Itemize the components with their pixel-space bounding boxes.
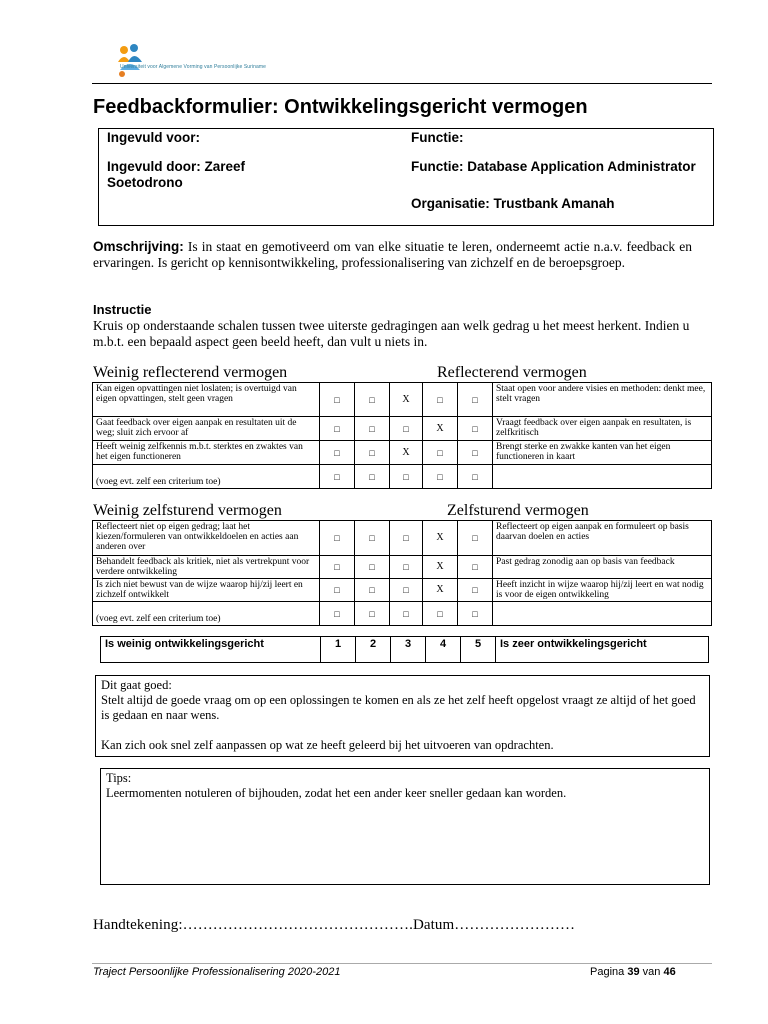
instruction-text: Kruis op onderstaande schalen tussen twee uiterste gedragingen aan welk gedrag u het meest herkent. Indien u m.b.t. een bepaald aspect geen beeld heeft, dan vult u niets in. — [93, 318, 690, 349]
scale-checkbox[interactable]: □ — [390, 556, 423, 579]
left-criterion: (voeg evt. zelf een criterium toe) — [93, 602, 320, 626]
left-criterion: Is zich niet bewust van de wijze waarop hij/zij leert en zichzelf ontwikkelt — [93, 579, 320, 602]
scale-checkbox[interactable]: □ — [390, 602, 423, 626]
left-criterion: Behandelt feedback als kritiek, niet als vertrekpunt voor verdere ontwikkeling — [93, 556, 320, 579]
scale-checkbox[interactable]: □ — [355, 579, 390, 602]
right-criterion: Brengt sterke en zwakke kanten van het eigen functioneren in kaart — [493, 441, 712, 465]
table-row — [93, 441, 712, 465]
rating-option-4[interactable]: 4 — [426, 637, 461, 663]
description-text: Is in staat en gemotiveerd om van elke situatie te leren, onderneemt actie n.a.v. feedback en ervaringen. Is gericht op kennisontwikkeling, professionalisering van zichzelf en de beroepsgroep. — [93, 239, 692, 270]
page-total: 46 — [663, 966, 676, 978]
scale-checkbox[interactable]: □ — [320, 417, 355, 441]
scale-checkbox[interactable]: □ — [458, 579, 493, 602]
scale-checkbox[interactable]: X — [390, 383, 423, 417]
table-row — [93, 579, 712, 602]
table-row — [93, 602, 712, 626]
university-logo — [112, 40, 252, 80]
instruction-heading: Instructie — [93, 302, 152, 317]
good-heading: Dit gaat goed: — [101, 678, 172, 692]
scale-checkbox[interactable]: □ — [390, 417, 423, 441]
scale-checkbox[interactable]: □ — [458, 465, 493, 489]
good-para1: Stelt altijd de goede vraag om op een oplossingen te komen en als ze het zelf heeft opgelost vraagt ze altijd of het goed is gedaan en naar wens. — [101, 693, 696, 722]
scale-checkbox[interactable]: X — [423, 556, 458, 579]
function-label: Functie: — [411, 130, 464, 145]
rating-option-3[interactable]: 3 — [391, 637, 426, 663]
right-criterion: Heeft inzicht in wijze waarop hij/zij leert en wat nodig is voor de eigen ontwikkeling — [493, 579, 712, 602]
scale-checkbox[interactable]: □ — [320, 441, 355, 465]
scale-checkbox[interactable]: □ — [390, 579, 423, 602]
right-criterion: Staat open voor andere visies en methoden: denkt mee, stelt vragen — [493, 383, 712, 417]
organisation: Organisatie: Trustbank Amanah — [411, 196, 615, 211]
scale-checkbox[interactable]: □ — [355, 383, 390, 417]
left-criterion: Reflecteert niet op eigen gedrag; laat het kiezen/formuleren van ontwikkeldoelen en acties aan anderen over — [93, 521, 320, 556]
scale-checkbox[interactable]: □ — [458, 417, 493, 441]
scale-checkbox[interactable]: □ — [355, 602, 390, 626]
scale-checkbox[interactable]: □ — [355, 441, 390, 465]
section2-right-title: Zelfsturend vermogen — [447, 502, 589, 519]
right-criterion: Vraagt feedback over eigen aanpak en resultaten, is zelfkritisch — [493, 417, 712, 441]
scale-checkbox[interactable]: □ — [320, 579, 355, 602]
scale-checkbox[interactable]: □ — [355, 465, 390, 489]
scale-checkbox[interactable]: □ — [423, 383, 458, 417]
scale-checkbox[interactable]: X — [423, 579, 458, 602]
rating-option-1[interactable]: 1 — [321, 637, 356, 663]
page-of-label: van — [642, 966, 661, 978]
scale-checkbox[interactable]: □ — [320, 602, 355, 626]
good-para2: Kan zich ook snel zelf aanpassen op wat ze heeft geleerd bij het uitvoeren van opdrachten. — [101, 738, 554, 752]
table-row — [93, 417, 712, 441]
header-divider — [92, 83, 712, 84]
scale-checkbox[interactable]: □ — [423, 441, 458, 465]
table-row — [93, 521, 712, 556]
table-row — [93, 383, 712, 417]
left-criterion: Gaat feedback over eigen aanpak en resultaten uit de weg; sluit zich ervoor af — [93, 417, 320, 441]
right-criterion — [493, 602, 712, 626]
scale-checkbox[interactable]: X — [390, 441, 423, 465]
rating-right-label: Is zeer ontwikkelingsgericht — [496, 637, 709, 663]
page-title: Feedbackformulier: Ontwikkelingsgericht vermogen — [93, 96, 588, 118]
scale-checkbox[interactable]: □ — [458, 441, 493, 465]
section2-table — [92, 520, 712, 626]
scale-checkbox[interactable]: □ — [320, 556, 355, 579]
footer-divider — [92, 963, 712, 964]
logo-text: Universiteit voor Algemene Vorming van Persoonlijke Suriname — [120, 64, 267, 70]
scale-checkbox[interactable]: □ — [458, 521, 493, 556]
scale-checkbox[interactable]: □ — [355, 521, 390, 556]
section1-left-title: Weinig reflecterend vermogen — [93, 364, 288, 381]
section1-table — [92, 382, 712, 489]
description-label: Omschrijving: — [93, 239, 184, 254]
section1-right-title: Reflecterend vermogen — [437, 364, 587, 381]
footer-course: Traject Persoonlijke Professionalisering 2020-2021 — [93, 966, 341, 978]
scale-checkbox[interactable]: □ — [320, 521, 355, 556]
scale-checkbox[interactable]: □ — [320, 465, 355, 489]
description — [93, 239, 692, 271]
right-criterion — [493, 465, 712, 489]
scale-checkbox[interactable]: □ — [355, 556, 390, 579]
filled-by-line1: Ingevuld door: Zareef — [107, 159, 246, 174]
rating-table — [100, 636, 709, 663]
left-criterion: (voeg evt. zelf een criterium toe) — [93, 465, 320, 489]
tips-box[interactable] — [100, 768, 710, 885]
scale-checkbox[interactable]: X — [423, 417, 458, 441]
tips-text: Leermomenten notuleren of bijhouden, zodat het een ander keer sneller gedaan kan worden. — [106, 786, 567, 800]
scale-checkbox[interactable]: □ — [355, 417, 390, 441]
page-current: 39 — [627, 966, 640, 978]
function-value: Functie: Database Application Administrator — [411, 159, 696, 174]
rating-option-5[interactable]: 5 — [461, 637, 496, 663]
left-criterion: Kan eigen opvattingen niet loslaten; is overtuigd van eigen opvattingen, stelt geen vragen — [93, 383, 320, 417]
page-label: Pagina — [590, 966, 625, 978]
good-feedback-box[interactable] — [95, 675, 710, 757]
scale-checkbox[interactable]: □ — [320, 383, 355, 417]
scale-checkbox[interactable]: □ — [423, 602, 458, 626]
right-criterion: Reflecteert op eigen aanpak en formuleert op basis daarvan doelen en acties — [493, 521, 712, 556]
right-criterion: Past gedrag zonodig aan op basis van feedback — [493, 556, 712, 579]
rating-option-2[interactable]: 2 — [356, 637, 391, 663]
scale-checkbox[interactable]: □ — [390, 521, 423, 556]
info-box — [98, 128, 714, 226]
scale-checkbox[interactable]: □ — [458, 602, 493, 626]
scale-checkbox[interactable]: X — [423, 521, 458, 556]
rating-left-label: Is weinig ontwikkelingsgericht — [101, 637, 321, 663]
scale-checkbox[interactable]: □ — [423, 465, 458, 489]
left-criterion: Heeft weinig zelfkennis m.b.t. sterktes en zwaktes van het eigen functioneren — [93, 441, 320, 465]
filled-by-line2: Soetodrono — [107, 175, 183, 190]
scale-checkbox[interactable]: □ — [458, 383, 493, 417]
scale-checkbox[interactable]: □ — [390, 465, 423, 489]
tips-heading: Tips: — [106, 771, 132, 785]
scale-checkbox[interactable]: □ — [458, 556, 493, 579]
table-row — [93, 556, 712, 579]
section2-left-title: Weinig zelfsturend vermogen — [93, 502, 282, 519]
footer-page-number — [590, 966, 676, 978]
signature-line: Handtekening:……………………………………….Datum…………………… — [93, 917, 576, 933]
filled-for-label: Ingevuld voor: — [107, 130, 201, 145]
table-row — [93, 465, 712, 489]
